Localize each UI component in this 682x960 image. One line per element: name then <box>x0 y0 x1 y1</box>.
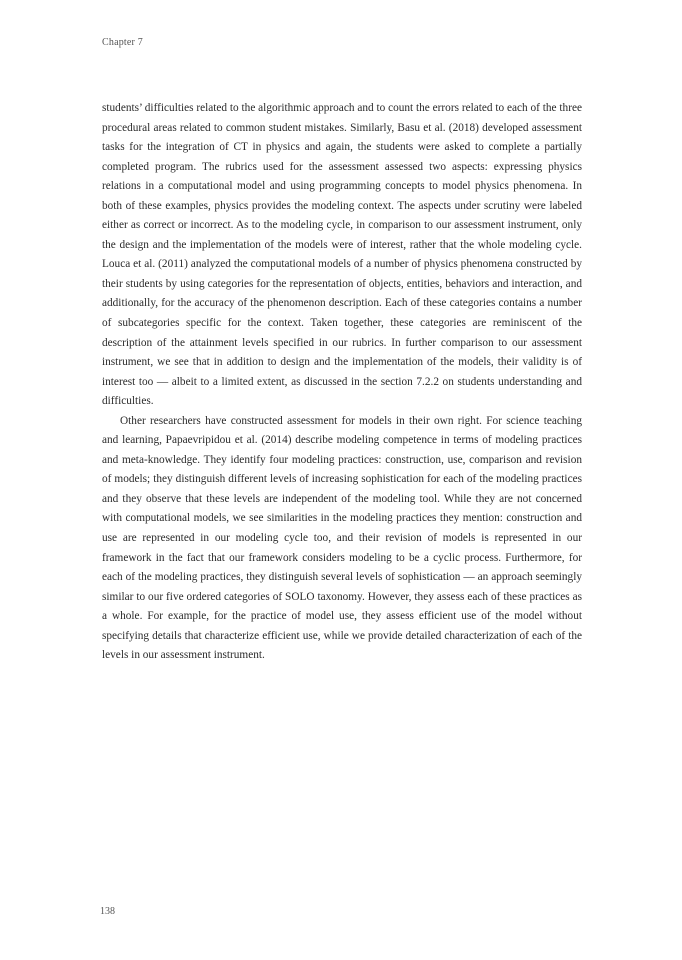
paragraph-1: students’ difficulties related to the algorithmic approach and to count the errors related to each of the three procedural areas related to common student mistakes. Similarly, Basu et al. (2018) developed assessment tasks for the integration of CT in physics and again, the students were asked to complete a partially completed program. The rubrics used for the assessment assessed two aspects: expressing physics relations in a computational model and using programming concepts to model physics phenomena. In both of these examples, physics provides the modeling context. The aspects under scrutiny were labeled either as correct or incorrect. As to the modeling cycle, in comparison to our assessment instrument, only the design and the implementation of the models were of interest, rather that the whole modeling cycle. Louca et al. (2011) analyzed the computational models of a number of physics phenomena constructed by their students by using categories for the representation of objects, entities, behaviors and interaction, and additionally, for the accuracy of the phenomenon description. Each of these categories contains a number of subcategories specific for the context. Taken together, these categories are reminiscent of the description of the attainment levels specified in our rubrics. In further comparison to our assessment instrument, we see that in addition to design and the implementation of the models, their validity is of interest too — albeit to a limited extent, as discussed in the section 7.2.2 on students understanding and difficulties. <box>102 102 582 408</box>
page-number: 138 <box>100 906 115 917</box>
running-head: Chapter 7 <box>102 37 143 48</box>
paragraph-2: Other researchers have constructed assessment for models in their own right. For science teaching and learning, Papaevripidou et al. (2014) describe modeling competence in terms of modeling practices and meta-knowledge. They identify four modeling practices: construction, use, comparison and revision of models; they distinguish different levels of increasing sophistication for each of the modeling practices and they observe that these levels are independent of the modeling tool. While they are not concerned with computational models, we see similarities in the modeling practices they mention: construction and use are represented in our modeling cycle too, and their revision of models is represented in our framework in the fact that our framework considers modeling to be a cyclic process. Furthermore, for each of the modeling practices, they distinguish several levels of sophistication — an approach seemingly similar to our five ordered categories of SOLO taxonomy. However, they assess each of these practices as a whole. For example, for the practice of model use, they assess efficient use of the model without specifying details that characterize efficient use, while we provide detailed characterization of each of the levels in our assessment instrument. <box>102 414 582 662</box>
body-text <box>102 99 582 666</box>
